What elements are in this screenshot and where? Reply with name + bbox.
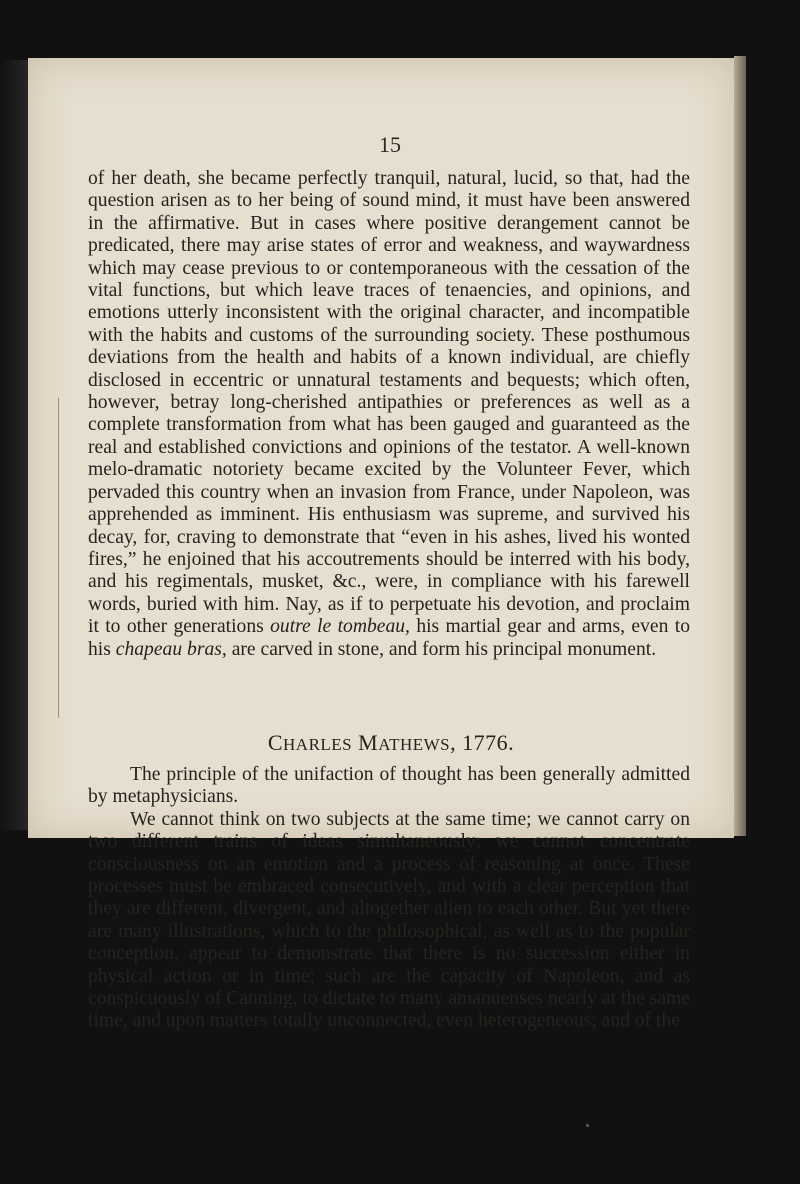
page-edge-right [734, 56, 746, 836]
paragraph: The principle of the unifaction of thought has been generally admitted by metaphysicians. [88, 764, 690, 808]
italic-phrase: outre le tombeau, [270, 616, 410, 638]
italic-phrase: chapeau bras, [115, 638, 227, 660]
foxing-spot [586, 1124, 589, 1127]
paragraph-text: are carved in stone, and form his principal monument. [226, 638, 657, 660]
gutter-line [58, 398, 59, 718]
section-body [88, 764, 690, 1033]
paragraph-continuation [88, 168, 690, 661]
paragraph: We cannot think on two subjects at the same time; we cannot carry on two different trains of ideas simultaneously; we cannot concentrate consciousness on an emotion and a process of reasoning at once. These processes must be embraced consecutively, and with a clear perception that they are different, divergent, and altogether alien to each other. But yet there are many illustrations, which to the philosophical, as well as to the popular conception, appear to demonstrate that there is no succession either in physical action or in time; such are the capacity of Napoleon, and as conspicuously of Canning, to dictate to many amanuenses nearly at the same time, and upon matters totally unconnected, even heterogeneous; and of the [88, 808, 690, 1032]
page-number: 15 [379, 132, 401, 157]
paragraph-text: his martial gear and arms, even to his [88, 616, 690, 660]
paragraph-text: of her death, she became perfectly tranquil, natural, lucid, so that, had the question arisen as to her being of sound mind, it must have been answered in the affirmative. But in cases where positive derangement cannot be predicated, there may arise states of error and weakness, and waywardness which may cease previous to or contemporaneous with the cessation of the vital functions, but which leave traces of tenaencies, and opinions, and emotions utterly inconsistent with the original character, and incompatible with the habits and customs of the surrounding society. These posthumous deviations from the health and habits of a known individual, are chiefly disclosed in eccentric or unnatural testaments and bequests; which often, however, betray long-cherished antipathies or preferences as well as a complete transformation from what has been gauged and guaranteed as the real and established convictions and opinions of the testator. A well-known melo-dramatic notoriety became excited by the Volunteer Fever, which pervaded this country when an invasion from France, under Napoleon, was apprehended as imminent. His enthusiasm was supreme, and survived his decay, for, craving to demonstrate that “even in his ashes, lived his wonted fires,” he enjoined that his accoutrements should be interred with his body, and his regimentals, musket, &c., were, in compliance with his farewell words, buried with him. Nay, as if to perpetuate his devotion, and proclaim it to other generations [88, 168, 690, 638]
section-heading: CHARLES MATHEWS, 1776. [267, 730, 515, 755]
